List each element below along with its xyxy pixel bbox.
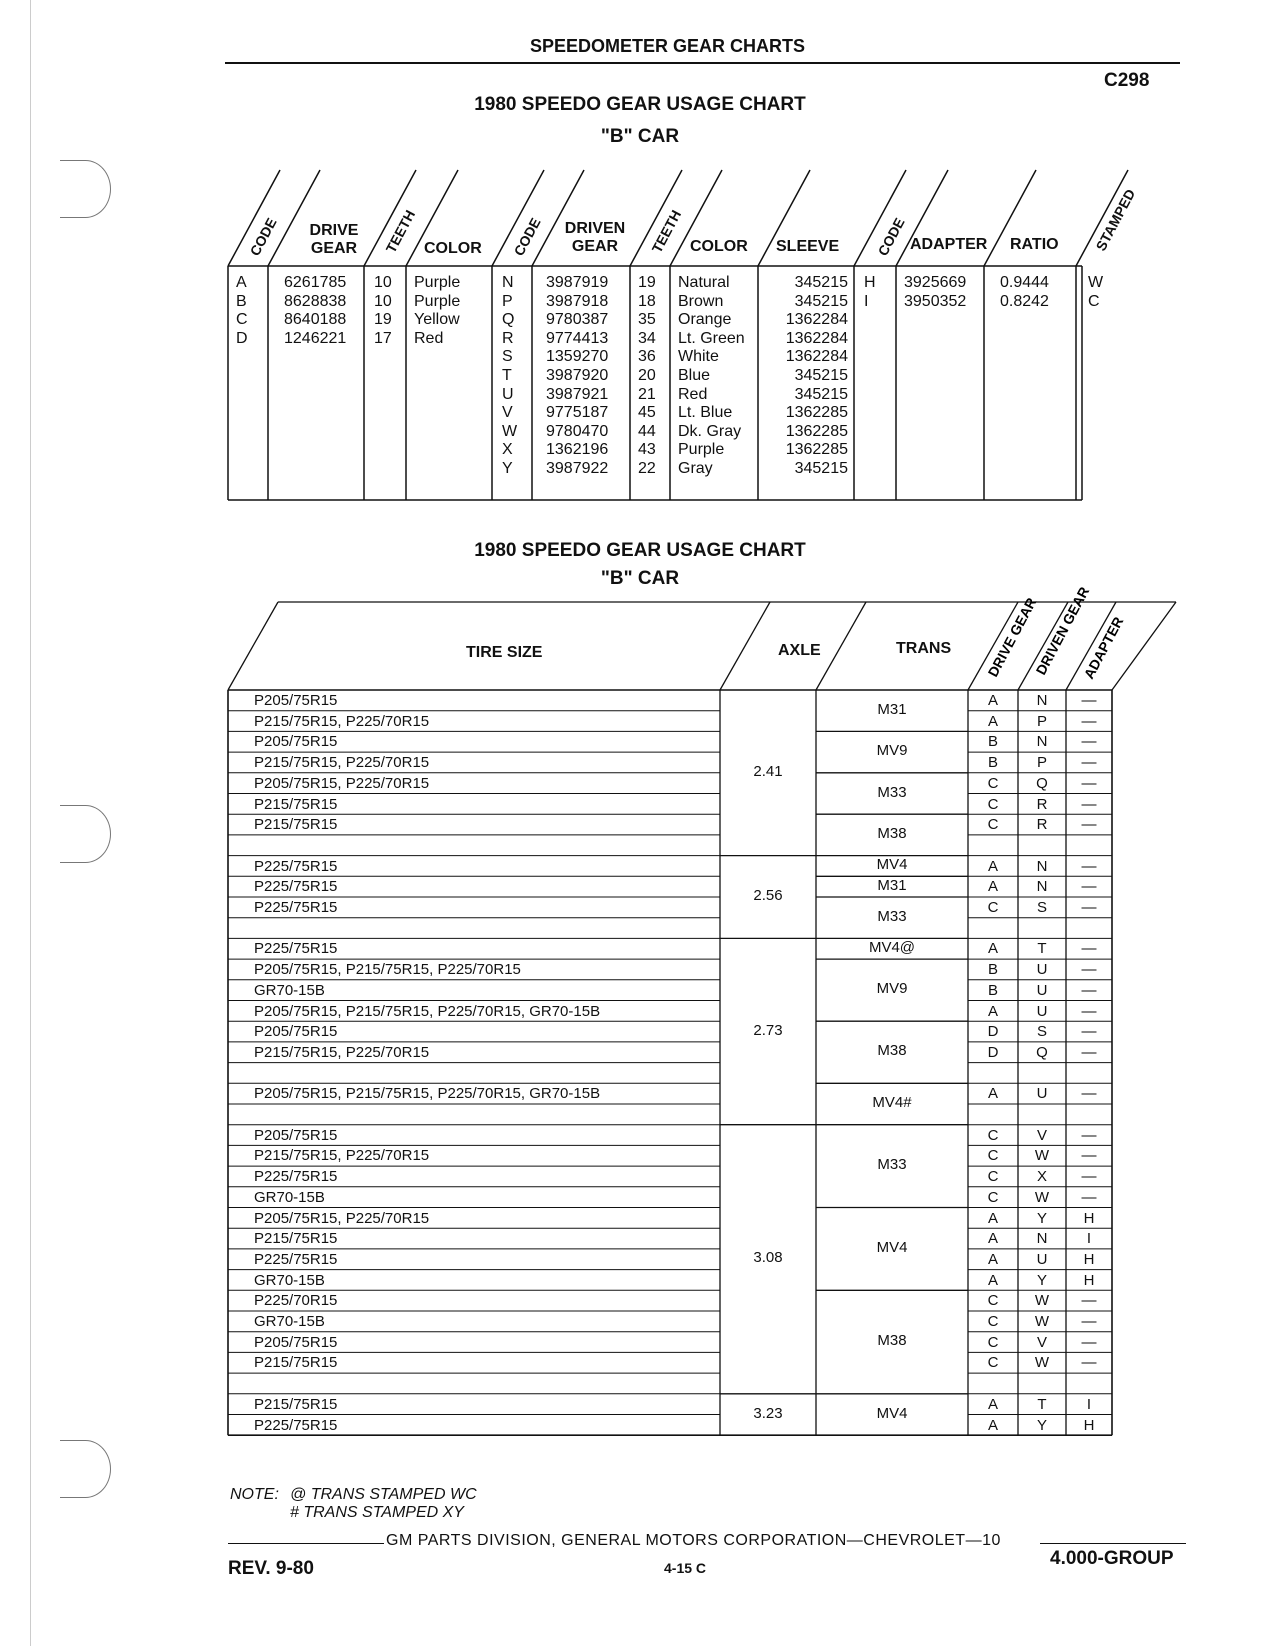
- drive-gear-code: A: [987, 1230, 998, 1248]
- driven-gear-code: P: [1036, 712, 1047, 730]
- driven-gear-code: Q: [1036, 774, 1048, 792]
- adapter-code: —: [1081, 1085, 1097, 1103]
- driven-code: Q: [502, 311, 515, 329]
- driven-gear-number: 1359270: [546, 348, 609, 366]
- adapter-code: —: [1081, 795, 1097, 813]
- adapter-code: I: [864, 292, 869, 310]
- driven-gear-code: W: [1034, 1354, 1050, 1372]
- axle-ratio: 3.08: [753, 1249, 783, 1267]
- drive-gear-code: A: [987, 1209, 998, 1227]
- sleeve-number: 345215: [794, 460, 848, 477]
- driven-teeth: 44: [638, 422, 656, 440]
- driven-gear-code: V: [1036, 1126, 1047, 1144]
- drive-gear-code: A: [987, 1250, 998, 1268]
- adapter-code: —: [1081, 1043, 1097, 1061]
- drive-gear-code: C: [987, 774, 999, 792]
- drive-color: Yellow: [414, 311, 460, 329]
- footer-division: GM PARTS DIVISION, GENERAL MOTORS CORPORATION—CHEVROLET—10: [386, 1532, 1001, 1549]
- driven-gear-number: 3987919: [546, 274, 609, 291]
- driven-color: Orange: [678, 311, 732, 329]
- driven-code: S: [502, 348, 513, 366]
- driven-gear-number: 9780387: [546, 311, 609, 329]
- adapter-code: H: [1083, 1416, 1095, 1434]
- transmission-code: M31: [877, 700, 907, 718]
- tire-size-cell: P205/75R15: [254, 1023, 338, 1041]
- driven-gear-number: 9780470: [546, 422, 609, 440]
- drive-gear-code: A: [987, 878, 998, 896]
- adapter-code: I: [1086, 1395, 1092, 1413]
- header-adapter: ADAPTER: [910, 236, 988, 253]
- sleeve-number: 345215: [794, 385, 848, 403]
- driven-color: Blue: [678, 367, 711, 384]
- header-driven-gear-2: DRIVEN GEAR: [1032, 584, 1093, 678]
- driven-color: Dk. Gray: [678, 422, 742, 440]
- driven-gear-code: P: [1036, 754, 1047, 772]
- sleeve-number: 1362285: [785, 404, 848, 422]
- transmission-code: M38: [877, 824, 907, 842]
- stamped-code: W: [1088, 274, 1104, 291]
- drive-gear-number: 6261785: [284, 274, 347, 291]
- sleeve-number: 345215: [794, 292, 848, 310]
- tire-size-cell: P205/75R15, P215/75R15, P225/70R15, GR70-15B: [254, 1085, 601, 1103]
- transmission-code: MV9: [876, 742, 908, 760]
- driven-teeth: 18: [638, 292, 656, 310]
- drive-gear-number: 1246221: [284, 329, 347, 347]
- adapter-code: —: [1081, 712, 1097, 730]
- axle-ratio: 2.41: [753, 762, 783, 780]
- header-slant: [228, 602, 278, 690]
- driven-code: R: [502, 329, 514, 347]
- header-code-3: CODE: [874, 215, 908, 259]
- driven-gear-code: W: [1034, 1313, 1050, 1330]
- ratio-value: 0.9444: [1000, 274, 1049, 291]
- chart1-subtitle: "B" CAR: [600, 126, 680, 147]
- tire-size-cell: P225/75R15: [254, 1168, 338, 1186]
- drive-gear-code: A: [987, 1271, 998, 1289]
- driven-teeth: 43: [638, 441, 656, 459]
- chart2-title: 1980 SPEEDO GEAR USAGE CHART: [474, 540, 806, 561]
- driven-gear-number: 9774413: [546, 329, 609, 347]
- transmission-code: MV4: [876, 1238, 908, 1256]
- adapter-code: —: [1081, 754, 1097, 772]
- drive-teeth: 19: [374, 311, 392, 329]
- drive-code: A: [236, 274, 247, 291]
- sleeve-number: 345215: [794, 274, 848, 291]
- adapter-code: —: [1081, 961, 1097, 979]
- driven-gear-code: T: [1037, 940, 1047, 958]
- drive-gear-code: C: [987, 1188, 999, 1206]
- driven-gear-code: S: [1036, 1023, 1047, 1041]
- drive-gear-code: C: [987, 795, 999, 813]
- driven-color: Gray: [678, 460, 713, 477]
- adapter-code: —: [1081, 981, 1097, 999]
- note-line-2: # TRANS STAMPED XY: [290, 1504, 464, 1521]
- tire-size-cell: P215/75R15: [254, 1354, 338, 1372]
- header-code-1: CODE: [246, 215, 280, 259]
- adapter-code: —: [1081, 1126, 1097, 1144]
- tire-size-cell: P215/75R15: [254, 1230, 338, 1248]
- driven-gear-code: U: [1036, 1002, 1048, 1020]
- footer-page: 4-15 C: [664, 1560, 707, 1576]
- header-stamped: STAMPED: [1092, 186, 1139, 254]
- stamped-code: C: [1088, 292, 1100, 310]
- drive-gear-code: C: [987, 1168, 999, 1186]
- driven-teeth: 36: [638, 348, 656, 366]
- driven-code: P: [502, 292, 513, 310]
- driven-teeth: 21: [638, 385, 656, 403]
- driven-gear-code: N: [1036, 878, 1048, 896]
- transmission-code: MV4#: [872, 1094, 912, 1111]
- tire-size-cell: P205/75R15, P215/75R15, P225/70R15, GR70-15B: [254, 1002, 601, 1020]
- driven-code: V: [502, 404, 513, 422]
- drive-gear-code: A: [987, 1416, 998, 1434]
- driven-gear-number: 3987921: [546, 385, 609, 403]
- drive-gear-code: D: [987, 1023, 999, 1041]
- adapter-code: —: [1081, 857, 1097, 875]
- adapter-code: —: [1081, 1354, 1097, 1372]
- driven-color: Natural: [678, 274, 730, 291]
- adapter-code: H: [1083, 1209, 1095, 1227]
- adapter-code: —: [1081, 1333, 1097, 1351]
- header-color-1: COLOR: [424, 240, 482, 257]
- adapter-code: H: [864, 274, 876, 291]
- transmission-code: M33: [877, 783, 907, 801]
- drive-gear-code: A: [987, 857, 998, 875]
- adapter-code: —: [1081, 692, 1097, 709]
- driven-code: N: [502, 274, 514, 291]
- sleeve-number: 1362284: [785, 329, 848, 347]
- driven-gear-code: N: [1036, 1230, 1048, 1248]
- tire-size-cell: P205/75R15: [254, 692, 338, 709]
- driven-gear-number: 9775187: [546, 404, 609, 422]
- chart1-title: 1980 SPEEDO GEAR USAGE CHART: [474, 94, 806, 115]
- sleeve-number: 345215: [794, 367, 848, 384]
- adapter-code: —: [1081, 1188, 1097, 1206]
- driven-color: White: [678, 348, 719, 366]
- tire-size-cell: P205/75R15: [254, 1333, 338, 1351]
- transmission-code: M33: [877, 1156, 907, 1174]
- tire-size-cell: P225/75R15: [254, 878, 338, 896]
- footer-group: 4.000-GROUP: [1050, 1548, 1174, 1569]
- driven-teeth: 19: [638, 274, 656, 291]
- driven-gear-code: X: [1036, 1168, 1047, 1186]
- driven-teeth: 35: [638, 311, 656, 329]
- driven-gear-code: N: [1036, 733, 1048, 751]
- driven-code: W: [502, 422, 518, 440]
- adapter-code: —: [1081, 733, 1097, 751]
- driven-color: Red: [678, 385, 708, 403]
- driven-teeth: 45: [638, 404, 656, 422]
- sleeve-number: 1362285: [785, 422, 848, 440]
- driven-code: Y: [502, 460, 513, 477]
- sleeve-number: 1362285: [785, 441, 848, 459]
- drive-gear-code: D: [987, 1043, 999, 1061]
- adapter-code: —: [1081, 899, 1097, 916]
- drive-gear-code: A: [987, 712, 998, 730]
- drive-gear-code: C: [987, 1354, 999, 1372]
- adapter-code: H: [1083, 1250, 1095, 1268]
- adapter-code: —: [1081, 1313, 1097, 1330]
- driven-color: Lt. Green: [678, 329, 745, 347]
- driven-gear-code: U: [1036, 981, 1048, 999]
- tire-size-cell: P225/70R15: [254, 1292, 338, 1310]
- ratio-value: 0.8242: [1000, 292, 1049, 310]
- transmission-code: M31: [877, 876, 907, 894]
- driven-gear-number: 3987920: [546, 367, 609, 384]
- adapter-code: H: [1083, 1271, 1095, 1289]
- transmission-code: MV4: [876, 855, 908, 873]
- header-trans: TRANS: [896, 640, 952, 657]
- driven-gear-code: Y: [1036, 1416, 1047, 1434]
- transmission-code: M38: [877, 1042, 907, 1060]
- sleeve-number: 1362284: [785, 311, 848, 329]
- driven-gear-code: Y: [1036, 1271, 1047, 1289]
- drive-gear-code: C: [987, 899, 999, 916]
- driven-gear-code: W: [1034, 1292, 1050, 1310]
- driven-gear-code: U: [1036, 1085, 1048, 1103]
- drive-gear-code: C: [987, 1147, 999, 1165]
- header-slant: [1112, 602, 1176, 690]
- sleeve-number: 1362284: [785, 348, 848, 366]
- tire-size-cell: P205/75R15, P215/75R15, P225/70R15: [254, 961, 521, 979]
- footer-rule-left: [228, 1543, 384, 1544]
- driven-teeth: 22: [638, 460, 656, 477]
- section-title: SPEEDOMETER GEAR CHARTS: [530, 36, 806, 56]
- tire-size-cell: P225/75R15: [254, 899, 338, 916]
- driven-gear-code: N: [1036, 692, 1048, 709]
- header-code-2: CODE: [510, 215, 544, 259]
- drive-gear-code: B: [987, 981, 998, 999]
- tire-size-cell: P215/75R15, P225/70R15: [254, 1043, 430, 1061]
- tire-size-cell: P215/75R15: [254, 795, 338, 813]
- tire-size-cell: P215/75R15, P225/70R15: [254, 754, 430, 772]
- driven-teeth: 20: [638, 367, 656, 384]
- tire-size-cell: P215/75R15, P225/70R15: [254, 1147, 430, 1165]
- driven-gear-code: W: [1034, 1147, 1050, 1165]
- drive-teeth: 10: [374, 292, 392, 310]
- transmission-code: MV9: [876, 980, 908, 998]
- tire-size-cell: P225/75R15: [254, 1416, 338, 1434]
- header-color-2: COLOR: [690, 238, 748, 255]
- drive-gear-code: B: [987, 961, 998, 979]
- drive-gear-code: C: [987, 1126, 999, 1144]
- transmission-code: MV4@: [868, 938, 916, 956]
- drive-gear-code: C: [987, 1333, 999, 1351]
- driven-gear-code: S: [1036, 899, 1047, 916]
- adapter-code: I: [1086, 1230, 1092, 1248]
- adapter-code: —: [1081, 878, 1097, 896]
- drive-gear-code: B: [987, 733, 998, 751]
- driven-code: X: [502, 441, 513, 459]
- drive-gear-code: C: [987, 1313, 999, 1330]
- tire-size-cell: P225/75R15: [254, 857, 338, 875]
- tire-size-cell: P205/75R15: [254, 1126, 338, 1144]
- drive-gear-code: A: [987, 1085, 998, 1103]
- header-axle: AXLE: [778, 642, 821, 659]
- header-driven-gear: DRIVEN GEAR: [564, 220, 626, 255]
- drive-code: D: [236, 329, 248, 347]
- adapter-code: —: [1081, 816, 1097, 834]
- axle-ratio: 2.56: [753, 887, 783, 904]
- drive-color: Purple: [414, 274, 461, 291]
- axle-ratio: 2.73: [753, 1021, 783, 1039]
- drive-color: Purple: [414, 292, 461, 310]
- transmission-code: M38: [877, 1332, 907, 1350]
- drive-gear-code: C: [987, 1292, 999, 1310]
- transmission-code: M33: [877, 907, 907, 925]
- drive-gear-number: 8628838: [284, 292, 347, 310]
- drive-gear-code: B: [987, 754, 998, 772]
- tire-size-cell: GR70-15B: [254, 1271, 325, 1289]
- driven-gear-code: N: [1036, 857, 1048, 875]
- transmission-code: MV4: [876, 1404, 908, 1422]
- header-ratio: RATIO: [1010, 236, 1059, 253]
- header-tire-size: TIRE SIZE: [466, 644, 543, 661]
- adapter-code: —: [1081, 1023, 1097, 1041]
- tire-size-cell: P225/75R15: [254, 1250, 338, 1268]
- tire-size-cell: GR70-15B: [254, 981, 325, 999]
- header-sleeve: SLEEVE: [776, 238, 840, 255]
- adapter-number: 3950352: [904, 292, 967, 310]
- driven-gear-code: R: [1036, 795, 1048, 813]
- header-teeth-1: TEETH: [382, 207, 419, 256]
- driven-gear-code: U: [1036, 1250, 1048, 1268]
- page-code: C298: [1104, 70, 1150, 91]
- driven-gear-code: W: [1034, 1188, 1050, 1206]
- drive-gear-code: A: [987, 940, 998, 958]
- driven-gear-number: 3987918: [546, 292, 609, 310]
- adapter-code: —: [1081, 1292, 1097, 1310]
- driven-gear-code: V: [1036, 1333, 1047, 1351]
- tire-size-cell: P225/75R15: [254, 940, 338, 958]
- note-line-1: @ TRANS STAMPED WC: [290, 1486, 477, 1503]
- drive-gear-code: A: [987, 1002, 998, 1020]
- drive-gear-number: 8640188: [284, 311, 347, 329]
- chart2-subtitle: "B" CAR: [600, 568, 680, 589]
- driven-gear-code: R: [1036, 816, 1048, 834]
- driven-gear-number: 1362196: [546, 441, 609, 459]
- driven-teeth: 34: [638, 329, 656, 347]
- adapter-code: —: [1081, 940, 1097, 958]
- adapter-code: —: [1081, 774, 1097, 792]
- drive-color: Red: [414, 329, 444, 347]
- driven-color: Purple: [678, 441, 725, 459]
- drive-teeth: 17: [374, 329, 392, 347]
- axle-ratio: 3.23: [753, 1404, 783, 1422]
- adapter-number: 3925669: [904, 274, 967, 291]
- tire-size-cell: P215/75R15: [254, 1395, 338, 1413]
- header-drive-gear-2: DRIVE GEAR: [984, 594, 1040, 680]
- adapter-code: —: [1081, 1147, 1097, 1165]
- driven-gear-code: T: [1037, 1395, 1047, 1413]
- drive-code: B: [236, 292, 247, 310]
- driven-color: Lt. Blue: [678, 404, 733, 422]
- footer-revision: REV. 9-80: [228, 1558, 314, 1579]
- drive-teeth: 10: [374, 274, 392, 291]
- tire-size-cell: GR70-15B: [254, 1188, 325, 1206]
- tire-size-cell: P205/75R15: [254, 733, 338, 751]
- adapter-code: —: [1081, 1002, 1097, 1020]
- drive-gear-code: C: [987, 816, 999, 834]
- note-label: NOTE:: [230, 1486, 279, 1503]
- header-teeth-2: TEETH: [648, 207, 685, 256]
- tire-size-cell: P215/75R15: [254, 816, 338, 834]
- driven-color: Brown: [678, 292, 724, 310]
- drive-gear-code: A: [987, 1395, 998, 1413]
- header-slant: [816, 602, 866, 690]
- header-drive-gear: DRIVE GEAR: [309, 222, 359, 257]
- driven-code: T: [502, 367, 512, 384]
- drive-gear-code: A: [987, 692, 998, 709]
- footer-rule-right: [1040, 1543, 1186, 1544]
- header-adapter-2: ADAPTER: [1080, 614, 1127, 682]
- driven-gear-code: U: [1036, 961, 1048, 979]
- driven-gear-number: 3987922: [546, 460, 609, 477]
- tire-size-cell: P215/75R15, P225/70R15: [254, 712, 430, 730]
- driven-code: U: [502, 385, 514, 403]
- tire-size-cell: GR70-15B: [254, 1313, 325, 1330]
- tire-size-cell: P205/75R15, P225/70R15: [254, 1209, 430, 1227]
- driven-gear-code: Y: [1036, 1209, 1047, 1227]
- header-slant: [720, 602, 770, 690]
- drive-code: C: [236, 311, 248, 329]
- driven-gear-code: Q: [1036, 1043, 1048, 1061]
- tire-size-cell: P205/75R15, P225/70R15: [254, 774, 430, 792]
- adapter-code: —: [1081, 1168, 1097, 1186]
